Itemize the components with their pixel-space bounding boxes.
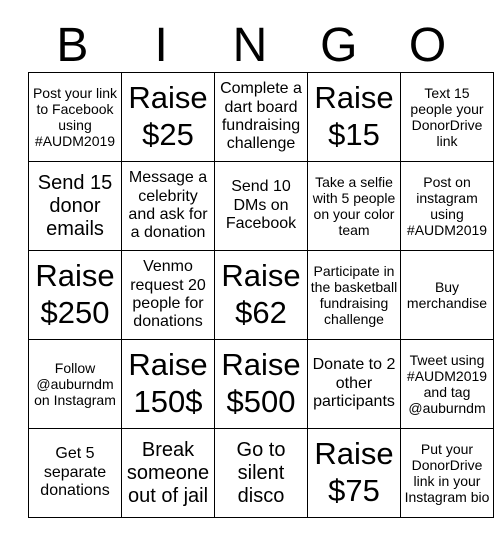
bingo-cell[interactable] [401,162,494,251]
cell-text: Post your link to Facebook using #AUDM2019 [32,84,118,150]
cell-text: Buy merchandise [406,278,488,311]
header-letter-i: I [154,19,168,72]
bingo-cell[interactable] [308,429,401,518]
header-letter-n: N [232,19,268,72]
cell-text: Send 10 DMs on Facebook [225,178,297,233]
header-letter-g: G [320,19,358,72]
grid-row [29,162,494,251]
header-letter-o: O [408,19,447,72]
cell-text: Raise $25 [128,80,208,152]
header-letter-b: B [56,19,89,72]
cell-text: Message a celebrity and ask for a donation [128,169,208,242]
cell-text: Take a selfie with 5 people on your color team [312,173,396,239]
bingo-cell[interactable] [29,340,122,429]
bingo-cell[interactable] [215,429,308,518]
cell-text: Break someone out of jail [126,438,210,507]
bingo-cell[interactable] [401,73,494,162]
bingo-cell[interactable] [215,162,308,251]
cell-text: Complete a dart board fundraising challenge [220,80,302,153]
cell-text: Go to silent disco [236,438,286,507]
bingo-cell[interactable] [122,251,215,340]
cell-text: Put your DonorDrive link in your Instagram bio [404,440,490,506]
bingo-cell[interactable] [122,429,215,518]
cell-text: Raise $62 [221,258,301,330]
cell-text: Send 15 donor emails [37,171,113,240]
bingo-cell[interactable] [122,162,215,251]
cell-text: Participate in the basketball fundraising challenge [310,262,398,328]
grid-row [29,429,494,518]
bingo-cell[interactable] [122,340,215,429]
cell-text: Tweet using #AUDM2019 and tag @auburndm [406,351,488,417]
cell-text: Raise $250 [35,258,115,330]
bingo-cell[interactable] [215,73,308,162]
cell-text: Raise $75 [314,436,394,508]
cell-text: Get 5 separate donations [40,445,110,500]
cell-text: Donate to 2 other participants [312,356,396,411]
bingo-cell[interactable] [401,340,494,429]
bingo-cell[interactable] [308,251,401,340]
bingo-cell[interactable] [215,251,308,340]
bingo-cell[interactable] [29,429,122,518]
bingo-cell[interactable] [308,162,401,251]
bingo-cell[interactable] [29,162,122,251]
cell-text: Venmo request 20 people for donations [130,258,206,331]
bingo-cell[interactable] [308,73,401,162]
grid-row [29,73,494,162]
bingo-header [28,20,472,72]
bingo-cell[interactable] [29,73,122,162]
bingo-cell[interactable] [401,251,494,340]
bingo-cell[interactable] [308,340,401,429]
cell-text: Raise $15 [314,80,394,152]
cell-text: Raise 150$ [128,347,208,419]
bingo-cell[interactable] [401,429,494,518]
grid-row [29,251,494,340]
bingo-cell[interactable] [29,251,122,340]
cell-text: Raise $500 [221,347,301,419]
cell-text: Follow @auburndm on Instagram [34,359,116,409]
cell-text: Text 15 people your DonorDrive link [410,84,484,150]
bingo-cell[interactable] [122,73,215,162]
cell-text: Post on instagram using #AUDM2019 [406,173,488,239]
grid-row [29,340,494,429]
bingo-cell[interactable] [215,340,308,429]
bingo-grid [28,72,494,518]
